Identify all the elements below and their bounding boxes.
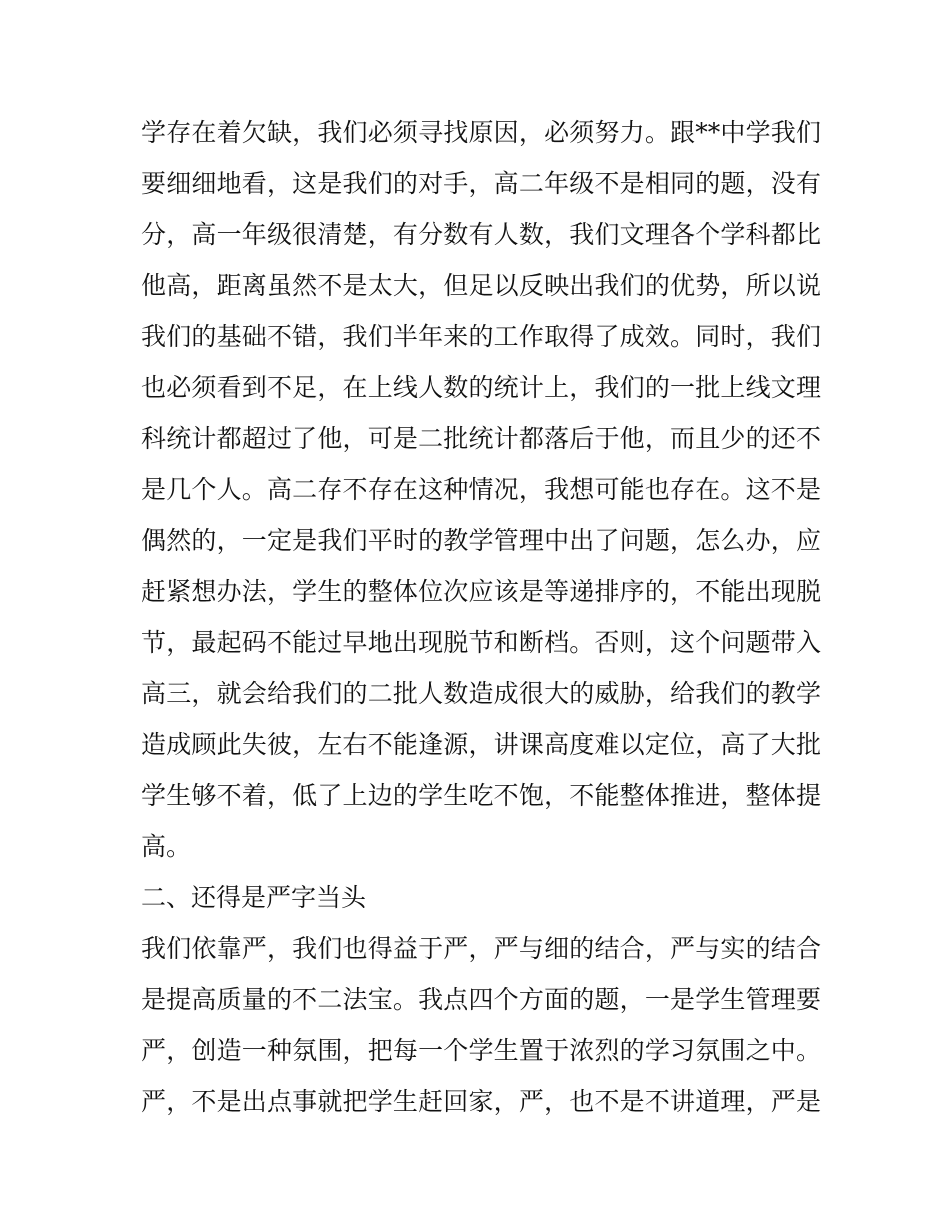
text-line: 也必须看到不足，在上线人数的统计上，我们的一批上线文理 bbox=[141, 373, 821, 402]
text-line: 分，高一年级很清楚，有分数有人数，我们文理各个学科都比 bbox=[141, 220, 821, 249]
text-line: 严，不是出点事就把学生赶回家，严，也不是不讲道理，严是 bbox=[141, 1087, 821, 1116]
section-heading: 二、还得是严字当头 bbox=[141, 883, 367, 912]
text-line: 高。 bbox=[141, 832, 192, 861]
paragraph-2 bbox=[141, 923, 821, 1127]
text-line: 我们的基础不错，我们半年来的工作取得了成效。同时，我们 bbox=[141, 322, 821, 351]
text-line: 科统计都超过了他，可是二批统计都落后于他，而且少的还不 bbox=[141, 424, 821, 453]
text-line: 要细细地看，这是我们的对手，高二年级不是相同的题，没有 bbox=[141, 169, 821, 198]
text-line: 偶然的，一定是我们平时的教学管理中出了问题，怎么办，应 bbox=[141, 526, 821, 555]
text-line: 我们依靠严，我们也得益于严，严与细的结合，严与实的结合 bbox=[141, 934, 821, 963]
text-line: 赶紧想办法，学生的整体位次应该是等递排序的，不能出现脱 bbox=[141, 577, 821, 606]
text-line: 高三，就会给我们的二批人数造成很大的威胁，给我们的教学 bbox=[141, 679, 821, 708]
text-line: 他高，距离虽然不是太大，但足以反映出我们的优势，所以说 bbox=[141, 271, 821, 300]
text-line: 学存在着欠缺，我们必须寻找原因，必须努力。跟**中学我们 bbox=[141, 118, 821, 147]
text-line: 节，最起码不能过早地出现脱节和断档。否则，这个问题带入 bbox=[141, 628, 821, 657]
paragraph-1 bbox=[141, 107, 821, 872]
text-line: 是几个人。高二存不存在这种情况，我想可能也存在。这不是 bbox=[141, 475, 821, 504]
text-line: 造成顾此失彼，左右不能逢源，讲课高度难以定位，高了大批 bbox=[141, 730, 821, 759]
text-line: 是提高质量的不二法宝。我点四个方面的题，一是学生管理要 bbox=[141, 985, 821, 1014]
document-body bbox=[141, 107, 821, 1127]
text-line: 严，创造一种氛围，把每一个学生置于浓烈的学习氛围之中。 bbox=[141, 1036, 821, 1065]
text-line: 学生够不着，低了上边的学生吃不饱，不能整体推进，整体提 bbox=[141, 781, 821, 810]
